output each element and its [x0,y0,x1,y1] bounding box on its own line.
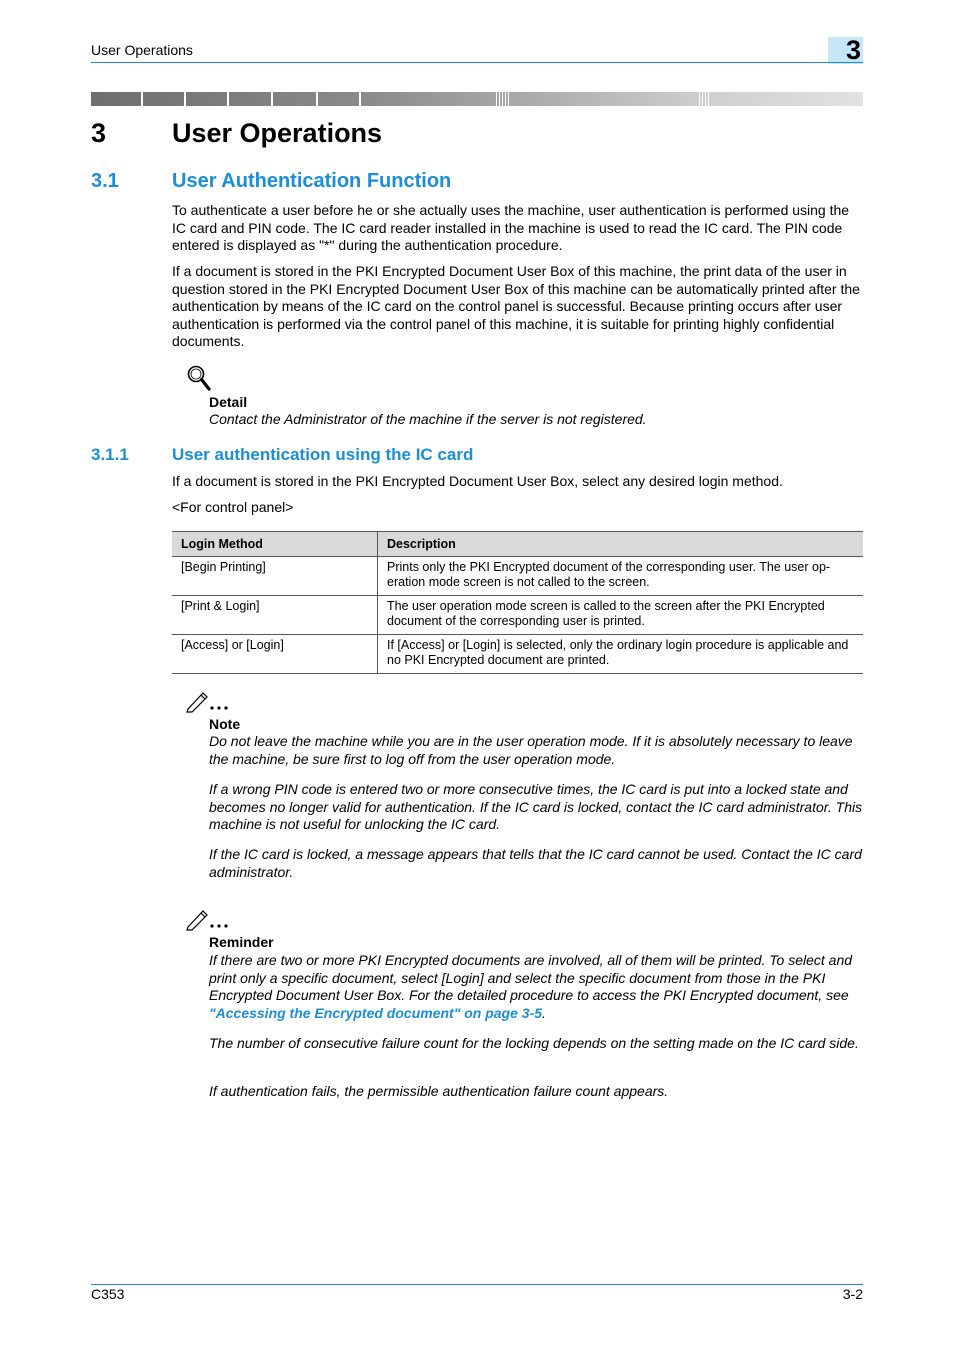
table-row [172,557,863,596]
login-method-table [172,531,863,674]
chapter-tab [828,37,863,64]
section-paragraph: If a document is stored in the PKI Encrypted Document User Box of this machine, the print data of the user in question stored in the PKI Encrypted Document User Box of this machine can be automatically printed after the authentication by means of the IC card on the control panel is successful. Because printing occurs after user authentication is performed via the control panel of this machine, it is suitable for printing highly confidential documents. [172,263,860,350]
reminder-label: Reminder [209,934,274,950]
section-title: User Authentication Function [172,170,452,192]
login-method-cell: [Begin Printing] [172,557,378,596]
reminder-paragraph [209,952,863,1022]
pencil-note-icon [186,907,232,936]
section-number: 3.1 [91,170,119,192]
note-paragraph: If the IC card is locked, a message appears that tells that the IC card cannot be used. Contact the IC card administrator. [209,846,862,880]
table-header-row [172,532,863,557]
login-method-cell: [Access] or [Login] [172,635,378,674]
detail-label: Detail [209,394,248,410]
reminder-paragraph: The number of consecutive failure count for the locking depends on the setting made on the IC card side. [209,1035,859,1051]
cross-reference-link[interactable]: "Accessing the Encrypted document" on page 3-5 [209,1004,543,1021]
description-cell: If [Access] or [Login] is selected, only the ordinary login procedure is applicable and no PKI Encrypted document are printed. [378,635,864,674]
description-cell: Prints only the PKI Encrypted document of the corresponding user. The user op-eration mode screen is not called to the screen. [378,557,864,596]
reminder-text: If there are two or more PKI Encrypted documents are involved, all of them will be printed. To select and print only a specific document, select [Login] and select the specific document from those in the PKI Encrypted Document User Box. For the detailed procedure to access the PKI Encrypted document, see [209,952,853,1004]
decorative-band [91,92,863,106]
pencil-note-icon [186,689,232,718]
chapter-tab-number: 3 [845,35,861,65]
table-header-description: Description [378,532,864,557]
footer-model: C353 [91,1286,125,1302]
login-method-cell: [Print & Login] [172,596,378,635]
footer-rule [91,1284,863,1285]
running-header-title: User Operations [91,42,193,58]
description-cell: The user operation mode screen is called to the screen after the PKI Encrypted document of the corresponding user is printed. [378,596,864,635]
note-label: Note [209,716,241,732]
chapter-number: 3 [91,118,107,148]
detail-text: Contact the Administrator of the machine if the server is not registered. [209,411,647,427]
subsection-title: User authentication using the IC card [172,445,474,464]
reminder-paragraph: If authentication fails, the permissible authentication failure count appears. [209,1083,669,1099]
note-paragraph: If a wrong PIN code is entered two or more consecutive times, the IC card is put into a locked state and becomes no longer valid for authentication. If the IC card is locked, contact the IC card administrator. This machine is not useful for unlocking the IC card. [209,781,863,833]
panel-label: <For control panel> [172,499,294,515]
header-rule [91,62,863,63]
subsection-intro: If a document is stored in the PKI Encrypted Document User Box, select any desired login method. [172,473,783,489]
magnifier-icon [186,364,212,397]
table-row [172,596,863,635]
chapter-title: User Operations [172,118,383,148]
table-header-login-method: Login Method [172,532,378,557]
section-paragraph: To authenticate a user before he or she actually uses the machine, user authentication is performed using the IC card and PIN code. The IC card reader installed in the machine is used to read the IC card. The PIN code entered is displayed as "*" during the authentication procedure. [172,202,850,254]
note-paragraph: Do not leave the machine while you are in the user operation mode. If it is absolutely necessary to leave the machine, be sure first to log off from the user operation mode. [209,733,853,767]
subsection-number: 3.1.1 [91,445,129,464]
footer-page-number: 3-2 [842,1286,863,1302]
table-row [172,635,863,674]
reminder-text-end: . [542,1004,546,1021]
